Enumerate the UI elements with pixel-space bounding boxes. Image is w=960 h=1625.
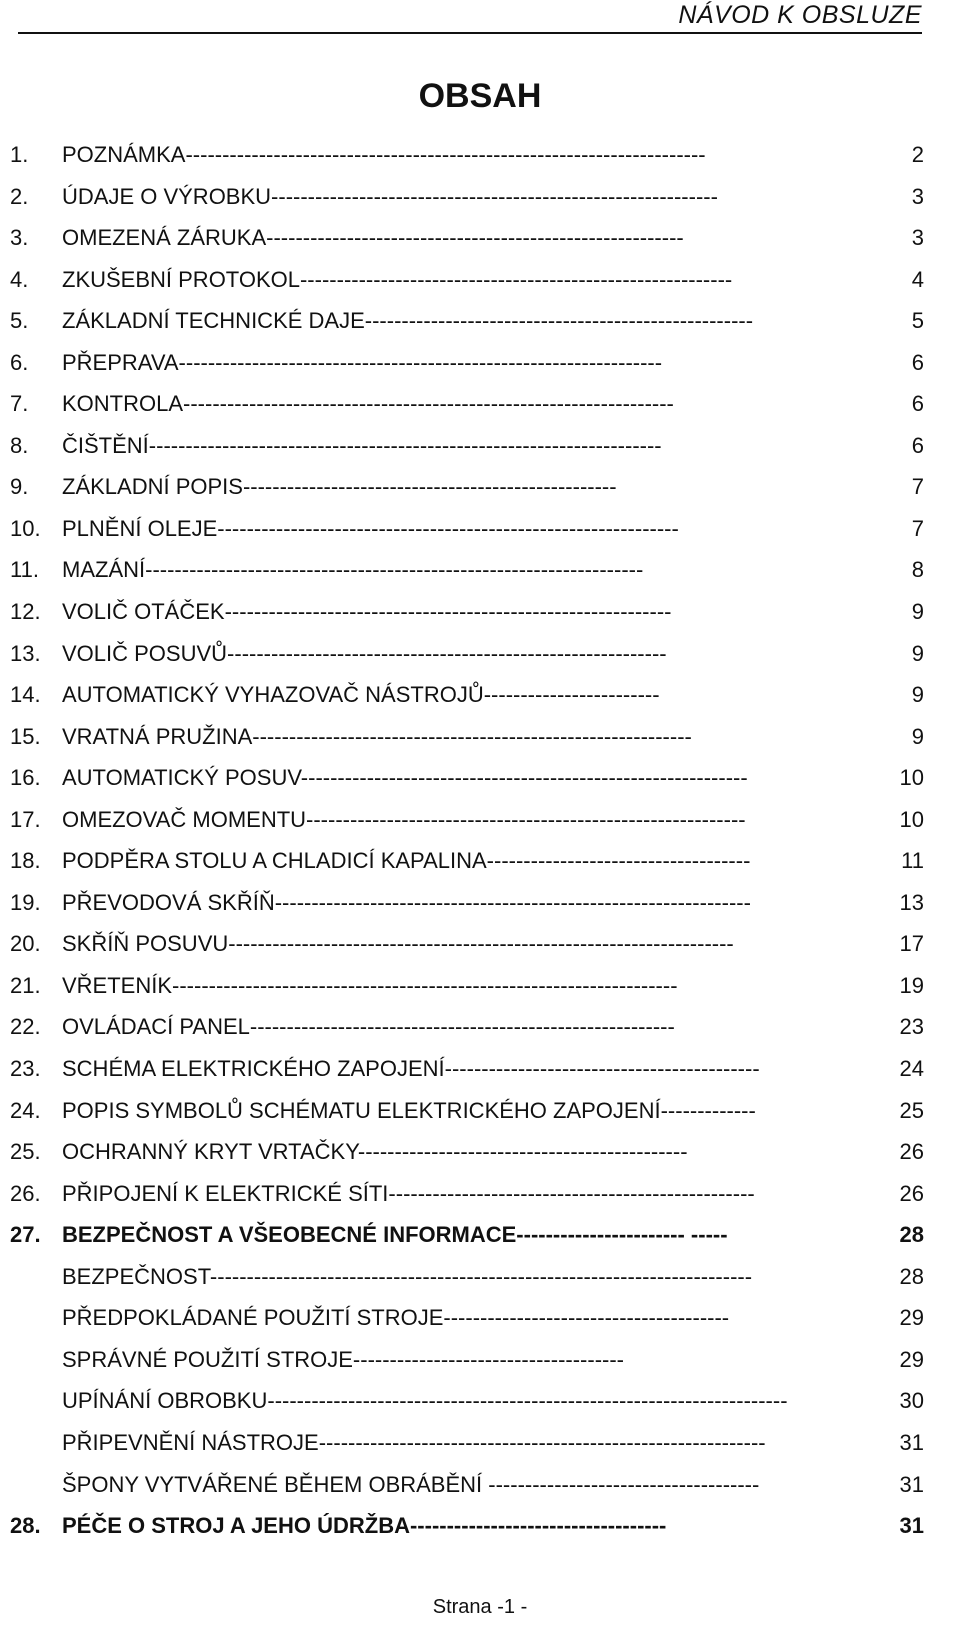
toc-entry-title: MAZÁNÍ-------------------------------------------------------------------- (62, 557, 644, 583)
toc-entry-page: 31 (899, 1429, 924, 1455)
toc-entry-title: ZKUŠEBNÍ PROTOKOL----------------------------------------------------------- (62, 266, 733, 292)
toc-entry[interactable] (0, 217, 960, 259)
toc-entry-title: ZÁKLADNÍ POPIS--------------------------------------------------- (62, 474, 617, 500)
toc-entry-number: 16. (10, 765, 41, 791)
toc-subentry-title: SPRÁVNÉ POUŽITÍ STROJE------------------------------------- (62, 1346, 624, 1372)
toc-entry-title: VOLIČ POSUVŮ------------------------------------------------------------ (62, 640, 667, 666)
toc-entry-title: AUTOMATICKÝ VYHAZOVAČ NÁSTROJŮ------------------------ (62, 682, 660, 708)
toc-entry[interactable] (0, 1505, 960, 1547)
toc-entry-number: 19. (10, 889, 41, 915)
toc-entry-page: 28 (899, 1263, 924, 1289)
toc-entry-page: 6 (911, 391, 924, 417)
toc-entry-number: 7. (10, 391, 29, 417)
toc-entry[interactable] (0, 1048, 960, 1090)
toc-entry-page: 5 (911, 308, 924, 334)
toc-entry-number: 22. (10, 1014, 41, 1040)
toc-entry-page: 10 (899, 806, 924, 832)
toc-entry[interactable] (0, 716, 960, 758)
toc-entry-number: 11. (10, 557, 39, 583)
toc-entry-page: 24 (899, 1056, 924, 1082)
toc-entry-number: 5. (10, 308, 29, 334)
toc-entry-number: 20. (10, 931, 41, 957)
toc-entry[interactable] (0, 383, 960, 425)
toc-entry-title: PŘEVODOVÁ SKŘÍŇ----------------------------------------------------------------- (62, 889, 751, 915)
toc-entry-title: BEZPEČNOST A VŠEOBECNÉ INFORMACE----------------------- ----- (62, 1222, 728, 1248)
toc-entry-number: 9. (10, 474, 29, 500)
toc-entry[interactable] (0, 674, 960, 716)
toc-entry-number: 6. (10, 349, 29, 375)
toc-entry-title: POPIS SYMBOLŮ SCHÉMATU ELEKTRICKÉHO ZAPOJENÍ------------- (62, 1097, 756, 1123)
toc-entry-page: 29 (899, 1346, 924, 1372)
toc-entry-title: POZNÁMKA----------------------------------------------------------------------- (62, 142, 706, 167)
toc-entry-page: 9 (911, 723, 924, 749)
toc-entry[interactable] (0, 633, 960, 675)
toc-entry-number: 24. (10, 1097, 41, 1123)
toc-subentry[interactable] (0, 1297, 960, 1339)
toc-entry-title: PÉČE O STROJ A JEHO ÚDRŽBA----------------------------------- (62, 1513, 667, 1539)
toc-entry-number: 4. (10, 266, 29, 292)
toc-entry-page: 9 (911, 599, 924, 625)
toc-entry[interactable] (0, 840, 960, 882)
toc-entry-page: 26 (899, 1139, 924, 1165)
toc-entry[interactable] (0, 425, 960, 467)
toc-entry-title: VRATNÁ PRUŽINA------------------------------------------------------------ (62, 723, 692, 749)
toc-entry-page: 2 (911, 142, 924, 167)
toc-entry-number: 15. (10, 723, 41, 749)
toc-entry-page: 26 (899, 1180, 924, 1206)
document-header-title: NÁVOD K OBSLUZE (678, 1, 922, 29)
toc-entry-title: ZÁKLADNÍ TECHNICKÉ DAJE----------------------------------------------------- (62, 308, 754, 334)
toc-entry-page: 29 (899, 1305, 924, 1331)
toc-entry[interactable] (0, 757, 960, 799)
toc-heading: OBSAH (418, 77, 542, 115)
toc-subentry-title: BEZPEČNOST-------------------------------------------------------------------------- (62, 1263, 753, 1289)
toc-entry-page: 25 (899, 1097, 924, 1123)
toc-entry-number: 3. (10, 225, 29, 251)
toc-entry[interactable] (0, 1214, 960, 1256)
toc-entry-page: 10 (899, 765, 924, 791)
toc-entry-number: 10. (10, 515, 41, 541)
toc-entry-title: KONTROLA------------------------------------------------------------------- (62, 391, 674, 417)
toc-entry[interactable] (0, 965, 960, 1007)
toc-subentry[interactable] (0, 1422, 960, 1464)
toc-subentry[interactable] (0, 1464, 960, 1506)
toc-entry-page: 4 (911, 266, 924, 292)
toc-entry-title: ÚDAJE O VÝROBKU------------------------------------------------------------- (62, 183, 718, 209)
toc-entry-title: AUTOMATICKÝ POSUV------------------------------------------------------------- (62, 765, 748, 791)
toc-entry[interactable] (0, 1131, 960, 1173)
toc-entry-number: 23. (10, 1056, 41, 1082)
toc-subentry-title: UPÍNÁNÍ OBROBKU----------------------------------------------------------------------- (62, 1388, 788, 1414)
toc-entry-page: 9 (911, 682, 924, 708)
toc-entry-page: 13 (899, 889, 924, 915)
toc-entry-title: PODPĚRA STOLU A CHLADICÍ KAPALINA------------------------------------ (62, 848, 751, 874)
toc-entry-page: 6 (911, 349, 924, 375)
toc-entry[interactable] (0, 799, 960, 841)
toc-entry-title: OCHRANNÝ KRYT VRTAČKY--------------------------------------------- (62, 1139, 688, 1165)
toc-entry-page: 8 (911, 557, 924, 583)
toc-entry-number: 26. (10, 1180, 41, 1206)
toc-entry-page: 3 (911, 225, 924, 251)
toc-entry-page: 30 (899, 1388, 924, 1414)
toc-entry[interactable] (0, 549, 960, 591)
toc-entry-page: 17 (899, 931, 924, 957)
toc-entry-page: 6 (911, 432, 924, 458)
toc-entry-number: 13. (10, 640, 41, 666)
toc-entry[interactable] (0, 923, 960, 965)
toc-entry-page: 9 (911, 640, 924, 666)
toc-entry-title: OVLÁDACÍ PANEL---------------------------------------------------------- (62, 1014, 675, 1040)
toc-subentry-title: PŘIPEVNĚNÍ NÁSTROJE------------------------------------------------------------- (62, 1429, 766, 1455)
toc-entry-title: OMEZENÁ ZÁRUKA--------------------------------------------------------- (62, 225, 684, 251)
toc-list (0, 134, 960, 1547)
toc-entry-title: OMEZOVAČ MOMENTU------------------------------------------------------------ (62, 806, 746, 832)
toc-entry-number: 2. (10, 183, 29, 209)
toc-entry-page: 28 (899, 1222, 924, 1248)
toc-entry[interactable] (0, 342, 960, 384)
toc-subentry[interactable] (0, 1380, 960, 1422)
toc-entry[interactable] (0, 1173, 960, 1215)
toc-entry[interactable] (0, 508, 960, 550)
toc-entry-page: 31 (899, 1471, 924, 1497)
toc-entry[interactable] (0, 1090, 960, 1132)
toc-entry-title: VOLIČ OTÁČEK------------------------------------------------------------- (62, 599, 672, 625)
toc-entry-page: 19 (899, 972, 924, 998)
toc-entry[interactable] (0, 134, 960, 176)
toc-entry-page: 11 (901, 848, 924, 874)
toc-entry-title: PLNĚNÍ OLEJE--------------------------------------------------------------- (62, 515, 679, 541)
toc-entry-title: SKŘÍŇ POSUVU--------------------------------------------------------------------- (62, 931, 734, 957)
toc-entry-page: 7 (911, 515, 924, 541)
toc-subentry-title: PŘEDPOKLÁDANÉ POUŽITÍ STROJE--------------------------------------- (62, 1305, 730, 1331)
toc-entry-number: 25. (10, 1139, 41, 1165)
toc-subentry[interactable] (0, 1256, 960, 1298)
toc-entry[interactable] (0, 466, 960, 508)
toc-entry-number: 8. (10, 432, 29, 458)
toc-entry[interactable] (0, 1006, 960, 1048)
toc-entry-page: 3 (911, 183, 924, 209)
toc-entry-page: 23 (899, 1014, 924, 1040)
toc-entry[interactable] (0, 591, 960, 633)
toc-entry-number: 14. (10, 682, 41, 708)
toc-entry-number: 27. (10, 1222, 41, 1248)
toc-entry-number: 28. (10, 1513, 41, 1539)
toc-entry-title: PŘEPRAVA------------------------------------------------------------------ (62, 349, 663, 375)
toc-entry-page: 7 (911, 474, 924, 500)
toc-entry-title: VŘETENÍK--------------------------------------------------------------------- (62, 972, 678, 998)
toc-subentry[interactable] (0, 1339, 960, 1381)
toc-entry-title: SCHÉMA ELEKTRICKÉHO ZAPOJENÍ------------------------------------------- (62, 1056, 760, 1082)
toc-entry[interactable] (0, 176, 960, 218)
toc-entry-number: 18. (10, 848, 41, 874)
toc-entry-number: 1. (10, 142, 29, 167)
toc-entry-title: ČIŠTĚNÍ---------------------------------------------------------------------- (62, 432, 662, 458)
page-number-footer: Strana -1 - (432, 1596, 528, 1618)
toc-entry-page: 31 (899, 1513, 924, 1539)
header-divider (18, 32, 922, 34)
toc-entry[interactable] (0, 882, 960, 924)
toc-entry[interactable] (0, 300, 960, 342)
toc-subentry-title: ŠPONY VYTVÁŘENÉ BĚHEM OBRÁBĚNÍ ------------------------------------- (62, 1471, 760, 1497)
toc-entry-number: 21. (10, 972, 41, 998)
toc-entry-number: 12. (10, 599, 41, 625)
toc-entry[interactable] (0, 259, 960, 301)
toc-entry-number: 17. (10, 806, 41, 832)
toc-entry-title: PŘIPOJENÍ K ELEKTRICKÉ SÍTI-------------------------------------------------- (62, 1180, 755, 1206)
